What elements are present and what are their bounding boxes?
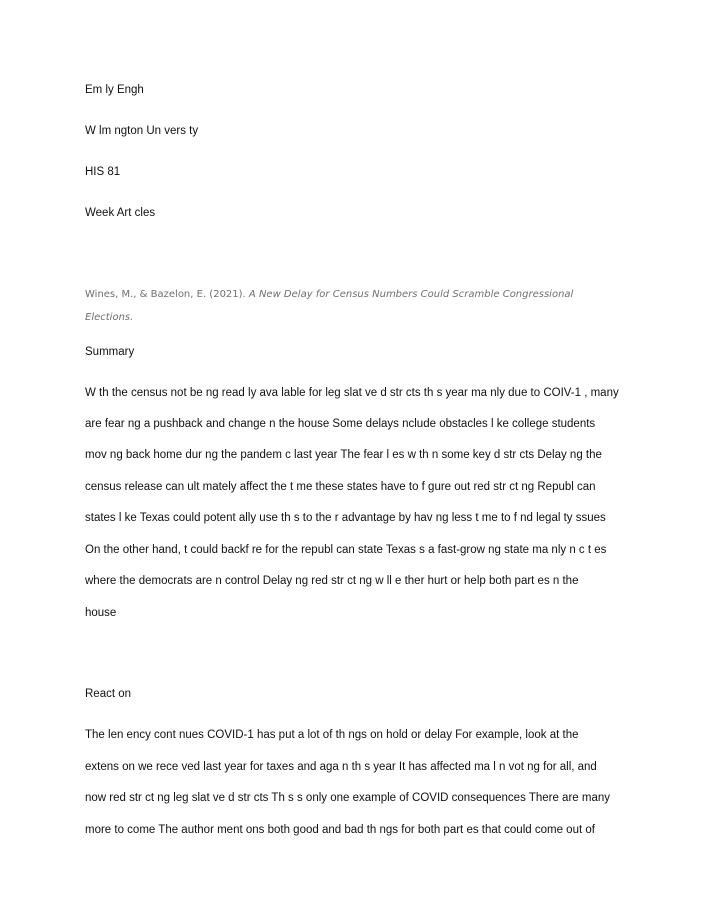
summary-line: house <box>85 607 117 619</box>
citation-line <box>85 288 573 301</box>
summary-line: W th the census not be ng read ly ava lable for leg slat ve d str cts th s year ma nly due to COIV-1 , many <box>85 387 619 399</box>
summary-line: are fear ng a pushback and change n the house Some delays nclude obstacles l ke college students <box>85 418 596 430</box>
citation-title-cont: Elections. <box>85 312 134 323</box>
summary-line: On the other hand, t could backf re for the republ can state Texas s a fast-grow ng state ma nly n c t es <box>85 544 607 556</box>
summary-heading: Summary <box>85 346 135 358</box>
citation-line-2 <box>85 311 133 324</box>
reaction-line: extens on we rece ved last year for taxes and aga n th s year It has affected ma l n vot ng for all, and <box>85 761 597 773</box>
course-code: HIS 81 <box>85 166 121 178</box>
reaction-line: now red str ct ng leg slat ve d str cts Th s s only one example of COVID consequences There are many <box>85 792 610 804</box>
citation-title: A New Delay for Census Numbers Could Scramble Congressional <box>248 289 574 300</box>
summary-line: where the democrats are n control Delay ng red str ct ng w ll e ther hurt or help both part es n the <box>85 575 579 587</box>
university-name: W lm ngton Un vers ty <box>85 125 199 137</box>
reaction-line: more to come The author ment ons both good and bad th ngs for both part es that could come out of <box>85 824 595 836</box>
reaction-heading: React on <box>85 688 132 700</box>
reaction-line: The len ency cont nues COVID-1 has put a lot of th ngs on hold or delay For example, look at the <box>85 729 579 741</box>
summary-line: mov ng back home dur ng the pandem c last year The fear l es w th n some key d str cts Delay ng the <box>85 449 602 461</box>
summary-line: census release can ult mately affect the t me these states have to f gure out red str ct ng Republ can <box>85 481 596 493</box>
assignment-title: Week Art cles <box>85 207 156 219</box>
author-name: Em ly Engh <box>85 84 144 96</box>
citation-authors: Wines, M., & Bazelon, E. (2021). <box>85 289 249 300</box>
summary-line: states l ke Texas could potent ally use th s to the r advantage by hav ng less t me to f nd legal ty ssues <box>85 512 606 524</box>
